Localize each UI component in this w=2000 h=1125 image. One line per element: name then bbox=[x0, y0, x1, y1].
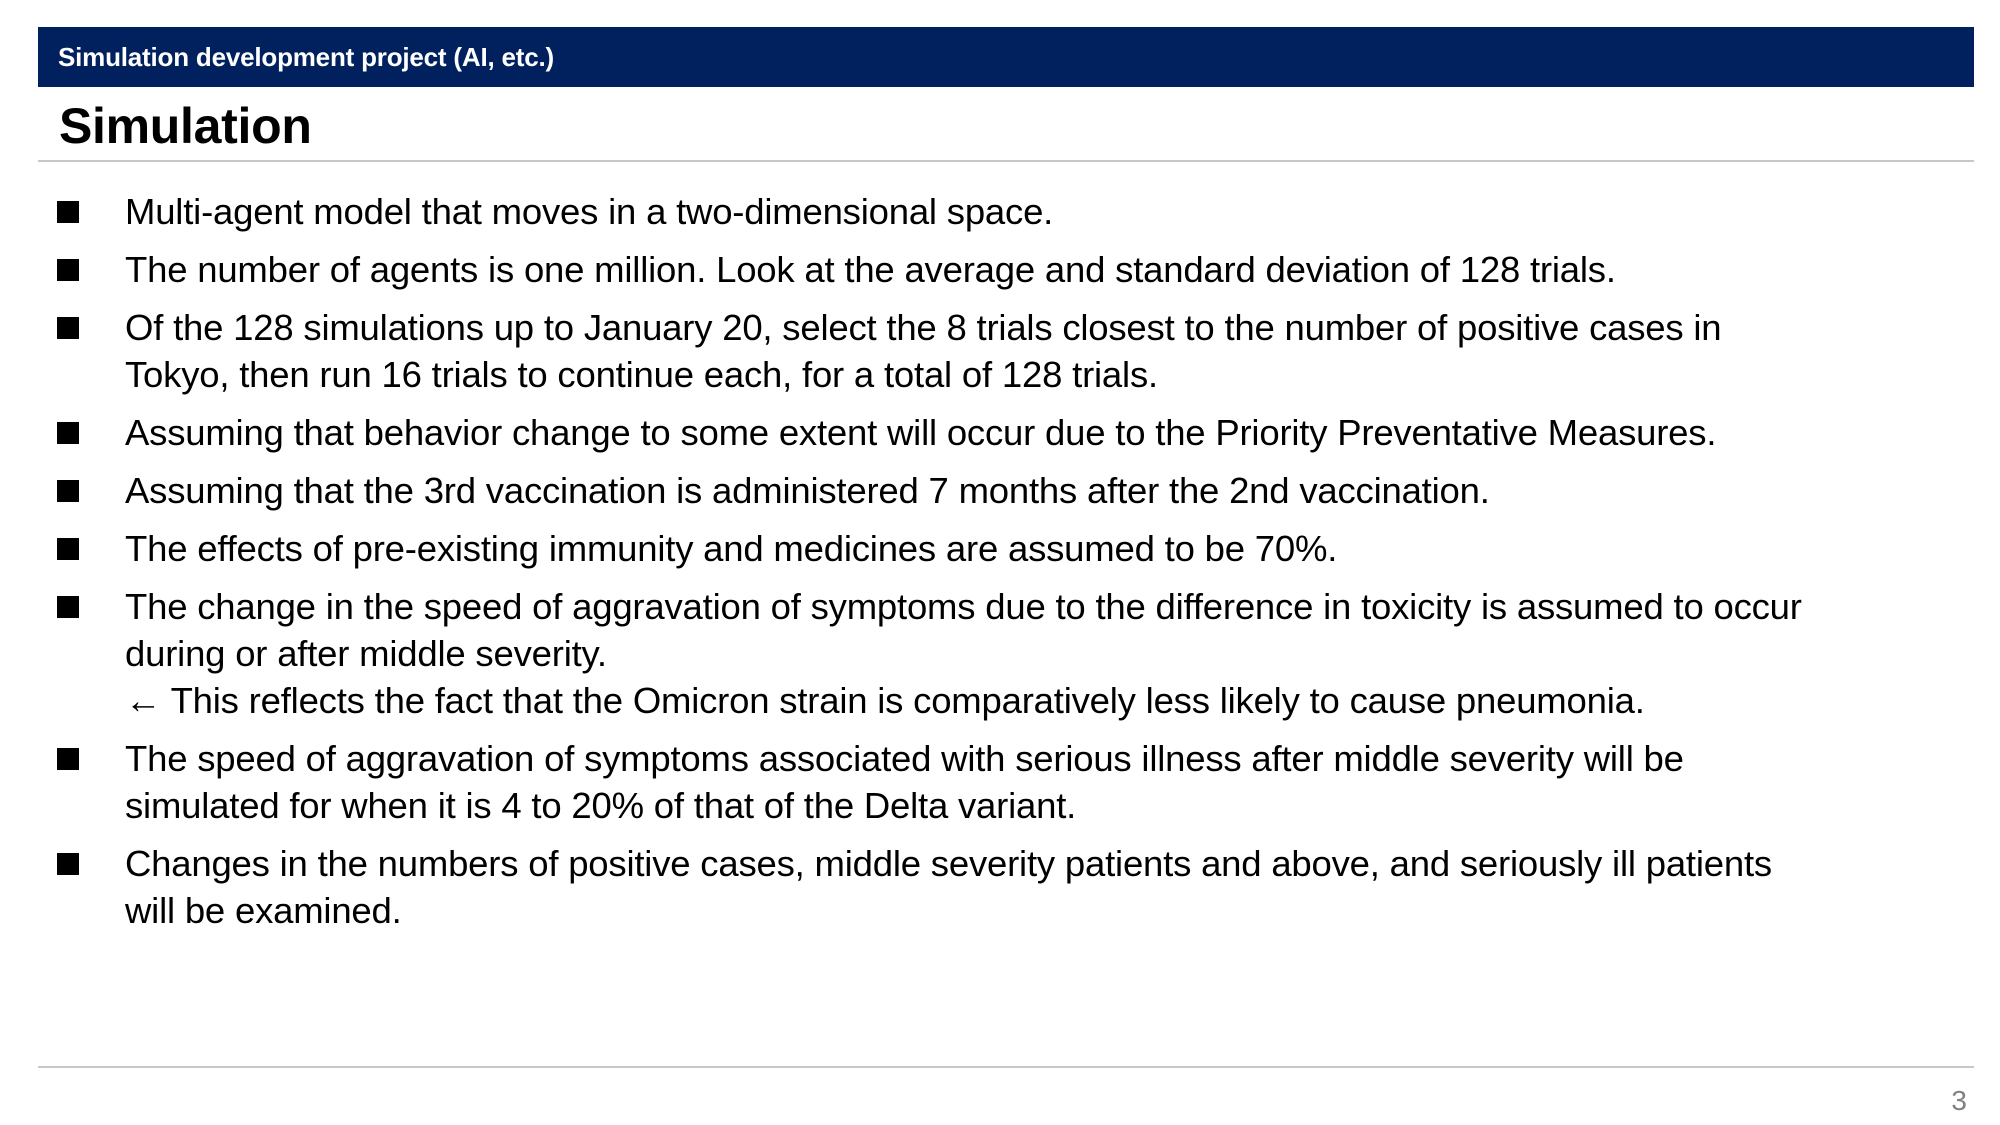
bullet-text bbox=[125, 467, 1957, 514]
bullet-line: The number of agents is one million. Look at the average and standard deviation of 128 trials. bbox=[125, 249, 1616, 290]
bullet-line: will be examined. bbox=[125, 890, 402, 931]
bullet-line: Assuming that behavior change to some extent will occur due to the Priority Preventative Measures. bbox=[125, 412, 1717, 453]
list-item bbox=[57, 840, 1957, 934]
list-item bbox=[57, 246, 1957, 293]
bullet-list bbox=[57, 188, 1957, 945]
bullet-line: Changes in the numbers of positive cases, middle severity patients and above, and seriously ill patients bbox=[125, 843, 1772, 884]
bullet-line: during or after middle severity. bbox=[125, 633, 607, 674]
list-item bbox=[57, 467, 1957, 514]
bullet-text bbox=[125, 246, 1957, 293]
bullet-line: The change in the speed of aggravation of symptoms due to the difference in toxicity is assumed to occur bbox=[125, 586, 1802, 627]
square-bullet-icon bbox=[57, 259, 79, 281]
footer-divider bbox=[38, 1066, 1974, 1068]
list-item bbox=[57, 525, 1957, 572]
bullet-line: The effects of pre-existing immunity and medicines are assumed to be 70%. bbox=[125, 528, 1338, 569]
list-item bbox=[57, 583, 1957, 724]
square-bullet-icon bbox=[57, 480, 79, 502]
title-divider bbox=[38, 160, 1974, 162]
bullet-text bbox=[125, 583, 1957, 724]
square-bullet-icon bbox=[57, 201, 79, 223]
bullet-text bbox=[125, 525, 1957, 572]
square-bullet-icon bbox=[57, 748, 79, 770]
bullet-line: Assuming that the 3rd vaccination is administered 7 months after the 2nd vaccination. bbox=[125, 470, 1490, 511]
list-item bbox=[57, 735, 1957, 829]
list-item bbox=[57, 188, 1957, 235]
bullet-line: Tokyo, then run 16 trials to continue each, for a total of 128 trials. bbox=[125, 354, 1158, 395]
project-label: Simulation development project (AI, etc.) bbox=[58, 41, 554, 72]
bullet-line: The speed of aggravation of symptoms associated with serious illness after middle severity will be bbox=[125, 738, 1684, 779]
bullet-line: ← This reflects the fact that the Omicron strain is comparatively less likely to cause pneumonia. bbox=[125, 680, 1645, 721]
header-bar bbox=[38, 27, 1974, 87]
slide-title: Simulation bbox=[59, 98, 312, 154]
square-bullet-icon bbox=[57, 853, 79, 875]
page-number: 3 bbox=[1951, 1085, 1967, 1116]
square-bullet-icon bbox=[57, 422, 79, 444]
list-item bbox=[57, 409, 1957, 456]
list-item bbox=[57, 304, 1957, 398]
bullet-text bbox=[125, 840, 1957, 934]
bullet-text bbox=[125, 304, 1957, 398]
square-bullet-icon bbox=[57, 317, 79, 339]
bullet-line: simulated for when it is 4 to 20% of that of the Delta variant. bbox=[125, 785, 1077, 826]
square-bullet-icon bbox=[57, 596, 79, 618]
square-bullet-icon bbox=[57, 538, 79, 560]
bullet-text bbox=[125, 735, 1957, 829]
bullet-line: Of the 128 simulations up to January 20, select the 8 trials closest to the number of positive cases in bbox=[125, 307, 1722, 348]
bullet-text bbox=[125, 188, 1957, 235]
bullet-text bbox=[125, 409, 1957, 456]
bullet-line: Multi-agent model that moves in a two-dimensional space. bbox=[125, 191, 1054, 232]
